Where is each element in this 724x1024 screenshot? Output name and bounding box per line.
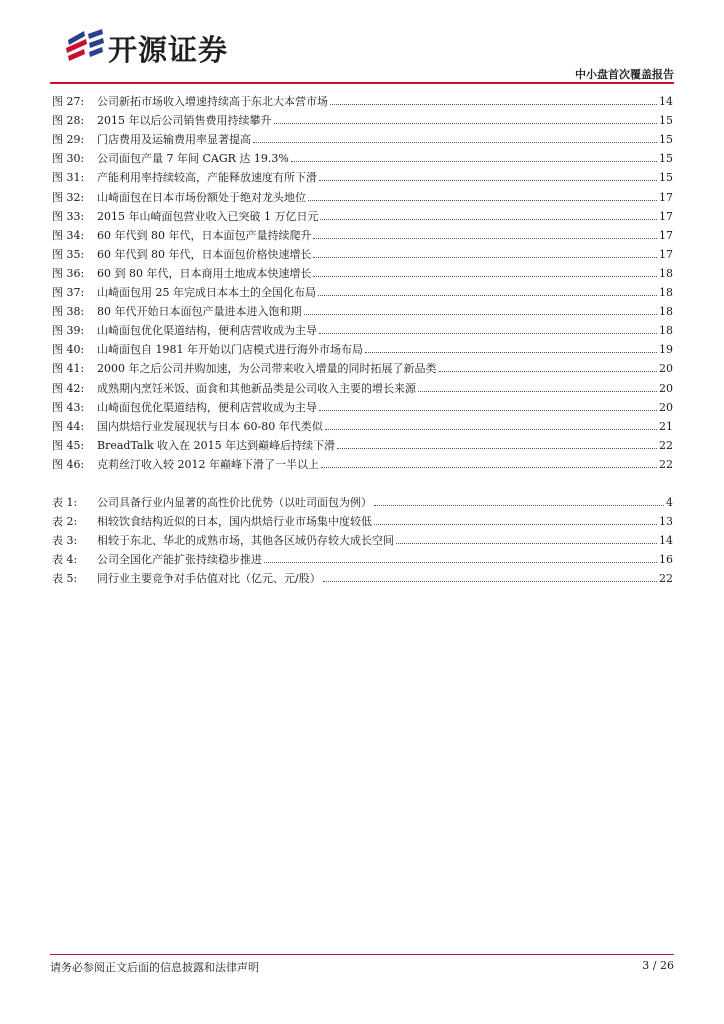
toc-entry-page: 16 — [659, 553, 673, 567]
toc-entry[interactable] — [52, 375, 673, 394]
toc-entry-label: 图 34: — [52, 228, 85, 242]
toc-leader-dots — [313, 257, 657, 258]
toc-entry-page: 13 — [659, 515, 673, 529]
header-divider — [50, 82, 674, 84]
toc-entry-label: 图 36: — [52, 266, 85, 280]
toc-leader-dots — [439, 371, 658, 372]
toc-leader-dots — [319, 333, 657, 334]
toc-entry-title: 门店费用及运输费用率显著提高 — [97, 133, 251, 147]
toc-entry-page: 14 — [659, 95, 673, 109]
toc-leader-dots — [418, 391, 657, 392]
page-number: 3 / 26 — [642, 959, 674, 972]
toc-leader-dots — [330, 104, 657, 105]
toc-entry-page: 18 — [659, 266, 673, 280]
toc-entry-title: 2000 年之后公司并购加速，为公司带来收入增量的同时拓展了新品类 — [97, 362, 437, 376]
toc-entry[interactable] — [52, 509, 673, 528]
toc-entry-title: 山崎面包在日本市场份额处于绝对龙头地位 — [97, 190, 306, 204]
toc-entry-title: 同行业主要竞争对手估值对比（亿元、元/股） — [97, 572, 321, 586]
toc-leader-dots — [308, 200, 657, 201]
toc-leader-dots — [318, 295, 657, 296]
toc-entry-page: 20 — [659, 400, 673, 414]
toc-entry-label: 图 38: — [52, 305, 85, 319]
table-list — [52, 490, 673, 585]
toc-entry-title: 60 年代到 80 年代，日本面包价格快速增长 — [97, 247, 312, 261]
toc-entry-page: 19 — [659, 343, 673, 357]
toc-entry[interactable] — [52, 337, 673, 356]
toc-leader-dots — [264, 562, 657, 563]
toc-entry-label: 图 29: — [52, 133, 85, 147]
toc-entry-label: 图 30: — [52, 152, 85, 166]
toc-entry-title: 山崎面包优化渠道结构，便利店营收成为主导 — [97, 400, 317, 414]
toc-leader-dots — [374, 524, 657, 525]
toc-entry-page: 18 — [659, 324, 673, 338]
toc-entry-title: 山崎面包自 1981 年开始以门店模式进行海外市场布局 — [97, 343, 363, 357]
toc-entry-page: 20 — [659, 362, 673, 376]
figure-list — [52, 89, 673, 471]
toc-entry-title: 公司具备行业内显著的高性价比优势（以吐司面包为例） — [97, 496, 372, 510]
toc-entry-label: 图 27: — [52, 95, 85, 109]
toc-entry-title: 公司新拓市场收入增速持续高于东北大本营市场 — [97, 95, 328, 109]
toc-entry[interactable] — [52, 261, 673, 280]
toc-entry-page: 15 — [659, 114, 673, 128]
toc-leader-dots — [319, 180, 657, 181]
toc-entry-label: 图 39: — [52, 324, 85, 338]
toc-entry-label: 图 32: — [52, 190, 85, 204]
toc-leader-dots — [396, 543, 657, 544]
toc-entry-page: 4 — [666, 496, 673, 510]
report-type: 中小盘首次覆盖报告 — [575, 68, 674, 81]
toc-entry[interactable] — [52, 490, 673, 509]
toc-entry-label: 图 44: — [52, 419, 85, 433]
toc-entry-label: 图 45: — [52, 438, 85, 452]
toc-entry[interactable] — [52, 566, 673, 585]
toc-entry-title: 产能利用率持续较高，产能释放速度有所下滑 — [97, 171, 317, 185]
toc-entry-title: 山崎面包用 25 年完成日本本土的全国化布局 — [97, 286, 316, 300]
toc-entry-label: 图 46: — [52, 457, 85, 471]
toc-entry[interactable] — [52, 184, 673, 203]
toc-entry-label: 图 31: — [52, 171, 85, 185]
toc-entry[interactable] — [52, 452, 673, 471]
toc-entry-page: 22 — [659, 572, 673, 586]
toc-leader-dots — [274, 123, 658, 124]
toc-leader-dots — [320, 219, 657, 220]
toc-leader-dots — [253, 142, 657, 143]
toc-entry[interactable] — [52, 299, 673, 318]
footer-disclaimer: 请务必参阅正文后面的信息披露和法律声明 — [50, 961, 259, 974]
toc-leader-dots — [291, 161, 657, 162]
toc-entry[interactable] — [52, 223, 673, 242]
toc-entry-page: 18 — [659, 286, 673, 300]
toc-leader-dots — [319, 410, 657, 411]
toc-entry-label: 图 42: — [52, 381, 85, 395]
toc-entry[interactable] — [52, 89, 673, 108]
toc-entry-label: 图 43: — [52, 400, 85, 414]
toc-entry-label: 图 28: — [52, 114, 85, 128]
toc-entry-title: 公司面包产量 7 年间 CAGR 达 19.3% — [97, 152, 289, 166]
toc-entry-label: 图 37: — [52, 286, 85, 300]
toc-entry-title: 2015 年以后公司销售费用持续攀升 — [97, 114, 272, 128]
toc-leader-dots — [325, 429, 657, 430]
toc-entry-label: 图 40: — [52, 343, 85, 357]
toc-entry-page: 15 — [659, 171, 673, 185]
kaiyuan-logo-icon — [62, 26, 106, 66]
toc-entry-label: 表 4: — [52, 553, 78, 567]
toc-entry-title: 相较饮食结构近似的日本，国内烘焙行业市场集中度较低 — [97, 515, 372, 529]
toc-entry-title: 国内烘焙行业发展现状与日本 60-80 年代类似 — [97, 419, 323, 433]
toc-entry[interactable] — [52, 108, 673, 127]
footer-divider — [50, 954, 674, 955]
toc-entry-title: 相较于东北、华北的成熟市场，其他各区域仍存较大成长空间 — [97, 534, 394, 548]
toc-entry-page: 17 — [659, 247, 673, 261]
toc-entry-page: 17 — [659, 190, 673, 204]
toc-entry[interactable] — [52, 547, 673, 566]
toc-entry-page: 21 — [659, 419, 673, 433]
toc-entry[interactable] — [52, 528, 673, 547]
toc-leader-dots — [304, 314, 658, 315]
toc-entry-title: 2015 年山崎面包营业收入已突破 1 万亿日元 — [97, 209, 319, 223]
toc-entry-label: 表 2: — [52, 515, 78, 529]
toc-entry-label: 图 35: — [52, 247, 85, 261]
toc-leader-dots — [313, 276, 657, 277]
toc-entry-page: 17 — [659, 209, 673, 223]
toc-entry-page: 15 — [659, 133, 673, 147]
toc-entry-page: 22 — [659, 438, 673, 452]
toc-leader-dots — [323, 581, 657, 582]
toc-entry[interactable] — [52, 146, 673, 165]
toc-entry[interactable] — [52, 318, 673, 337]
toc-entry-title: 60 年代到 80 年代，日本面包产量持续爬升 — [97, 228, 312, 242]
toc-entry-page: 14 — [659, 534, 673, 548]
toc-leader-dots — [337, 448, 657, 449]
toc-entry-title: 60 到 80 年代，日本商用土地成本快速增长 — [97, 266, 312, 280]
toc-entry-title: BreadTalk 收入在 2015 年达到巅峰后持续下滑 — [97, 438, 336, 452]
toc-entry-title: 克莉丝汀收入较 2012 年巅峰下滑了一半以上 — [97, 457, 319, 471]
toc-leader-dots — [374, 505, 664, 506]
toc-entry[interactable] — [52, 127, 673, 146]
toc-entry[interactable] — [52, 433, 673, 452]
toc-entry-label: 表 1: — [52, 496, 78, 510]
toc-entry-label: 图 33: — [52, 209, 85, 223]
toc-entry-label: 图 41: — [52, 362, 85, 376]
toc-leader-dots — [321, 467, 657, 468]
toc-entry-page: 15 — [659, 152, 673, 166]
toc-entry-label: 表 5: — [52, 572, 78, 586]
toc-entry[interactable] — [52, 242, 673, 261]
toc-leader-dots — [365, 352, 657, 353]
toc-entry-title: 山崎面包优化渠道结构，便利店营收成为主导 — [97, 324, 317, 338]
toc-entry-page: 17 — [659, 228, 673, 242]
toc-entry[interactable] — [52, 395, 673, 414]
toc-entry-title: 公司全国化产能扩张持续稳步推进 — [97, 553, 262, 567]
toc-entry[interactable] — [52, 356, 673, 375]
toc-leader-dots — [313, 238, 657, 239]
toc-entry-label: 表 3: — [52, 534, 78, 548]
toc-entry[interactable] — [52, 165, 673, 184]
toc-entry[interactable] — [52, 280, 673, 299]
toc-entry-title: 80 年代开始日本面包产量进本进入饱和期 — [97, 305, 302, 319]
toc-entry-page: 20 — [659, 381, 673, 395]
toc-entry-title: 成熟期内烹饪米饭、面食和其他新品类是公司收入主要的增长来源 — [97, 381, 416, 395]
toc-entry-page: 22 — [659, 457, 673, 471]
logo-text: 开源证券 — [108, 33, 229, 67]
toc-entry[interactable] — [52, 414, 673, 433]
toc-entry[interactable] — [52, 204, 673, 223]
toc-entry-page: 18 — [659, 305, 673, 319]
